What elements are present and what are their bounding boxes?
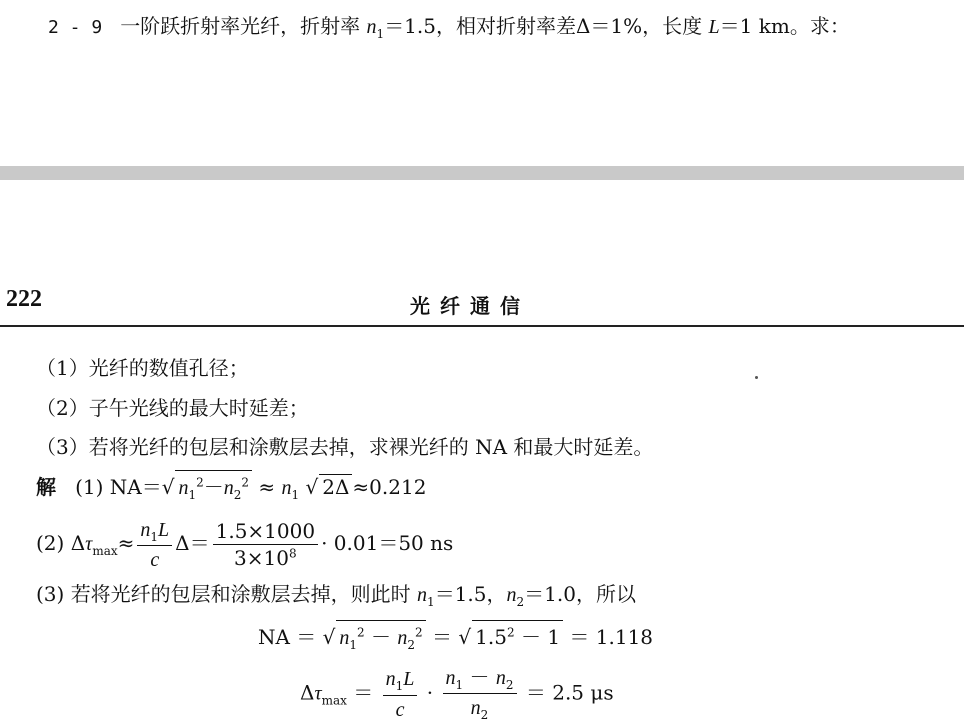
question-line: [48, 10, 850, 41]
question-number: 2 - 9: [48, 17, 103, 38]
equation-na: NA ＝ √ $n_1^2 - n_2^2$ ＝ √ $1.5^2 - 1 = 1.118$: [258, 620, 653, 652]
solution-part-1: 解 (1) NA＝√ $n_1^2-n_2^2 \approx n_1$ √ 2Δ ≈0.212: [36, 470, 426, 502]
item-2: （2）子午光线的最大时延差；: [36, 396, 309, 420]
solution-part-2: (2) $\Delta\tau_{max}\approx$ $\frac{n_1L}{c}$ Δ＝ $\frac{1.5\times 1000}{3\times 10^8}$ · 0.01＝50 ns: [36, 519, 454, 572]
running-header: 光纤通信: [410, 294, 530, 318]
header-rule: [0, 325, 964, 327]
question-text: 一阶跃折射率光纤，折射率 $n_1=1.5$，相对折射率差Δ＝1%，长度 L＝1 km。求：: [120, 14, 850, 41]
page-separator: [0, 166, 964, 180]
stray-dot: [755, 376, 758, 379]
item-3: （3）若将光纤的包层和涂敷层去掉，求裸光纤的 NA 和最大时延差。: [36, 435, 654, 459]
solution-part-3: (3) 若将光纤的包层和涂敷层去掉，则此时 $n_1=1.5$，$n_2=1.0$，所以: [36, 582, 636, 609]
page-number: 222: [6, 286, 42, 312]
equation-delay: $\Delta\tau_{max}$ ＝ $\frac{n_1L}{c}$ · $\frac{n_1 - n_2}{n_2}$ ＝ 2.5 μs: [300, 665, 614, 723]
solution-label: 解: [36, 475, 56, 499]
item-1: （1）光纤的数值孔径；: [36, 356, 249, 380]
